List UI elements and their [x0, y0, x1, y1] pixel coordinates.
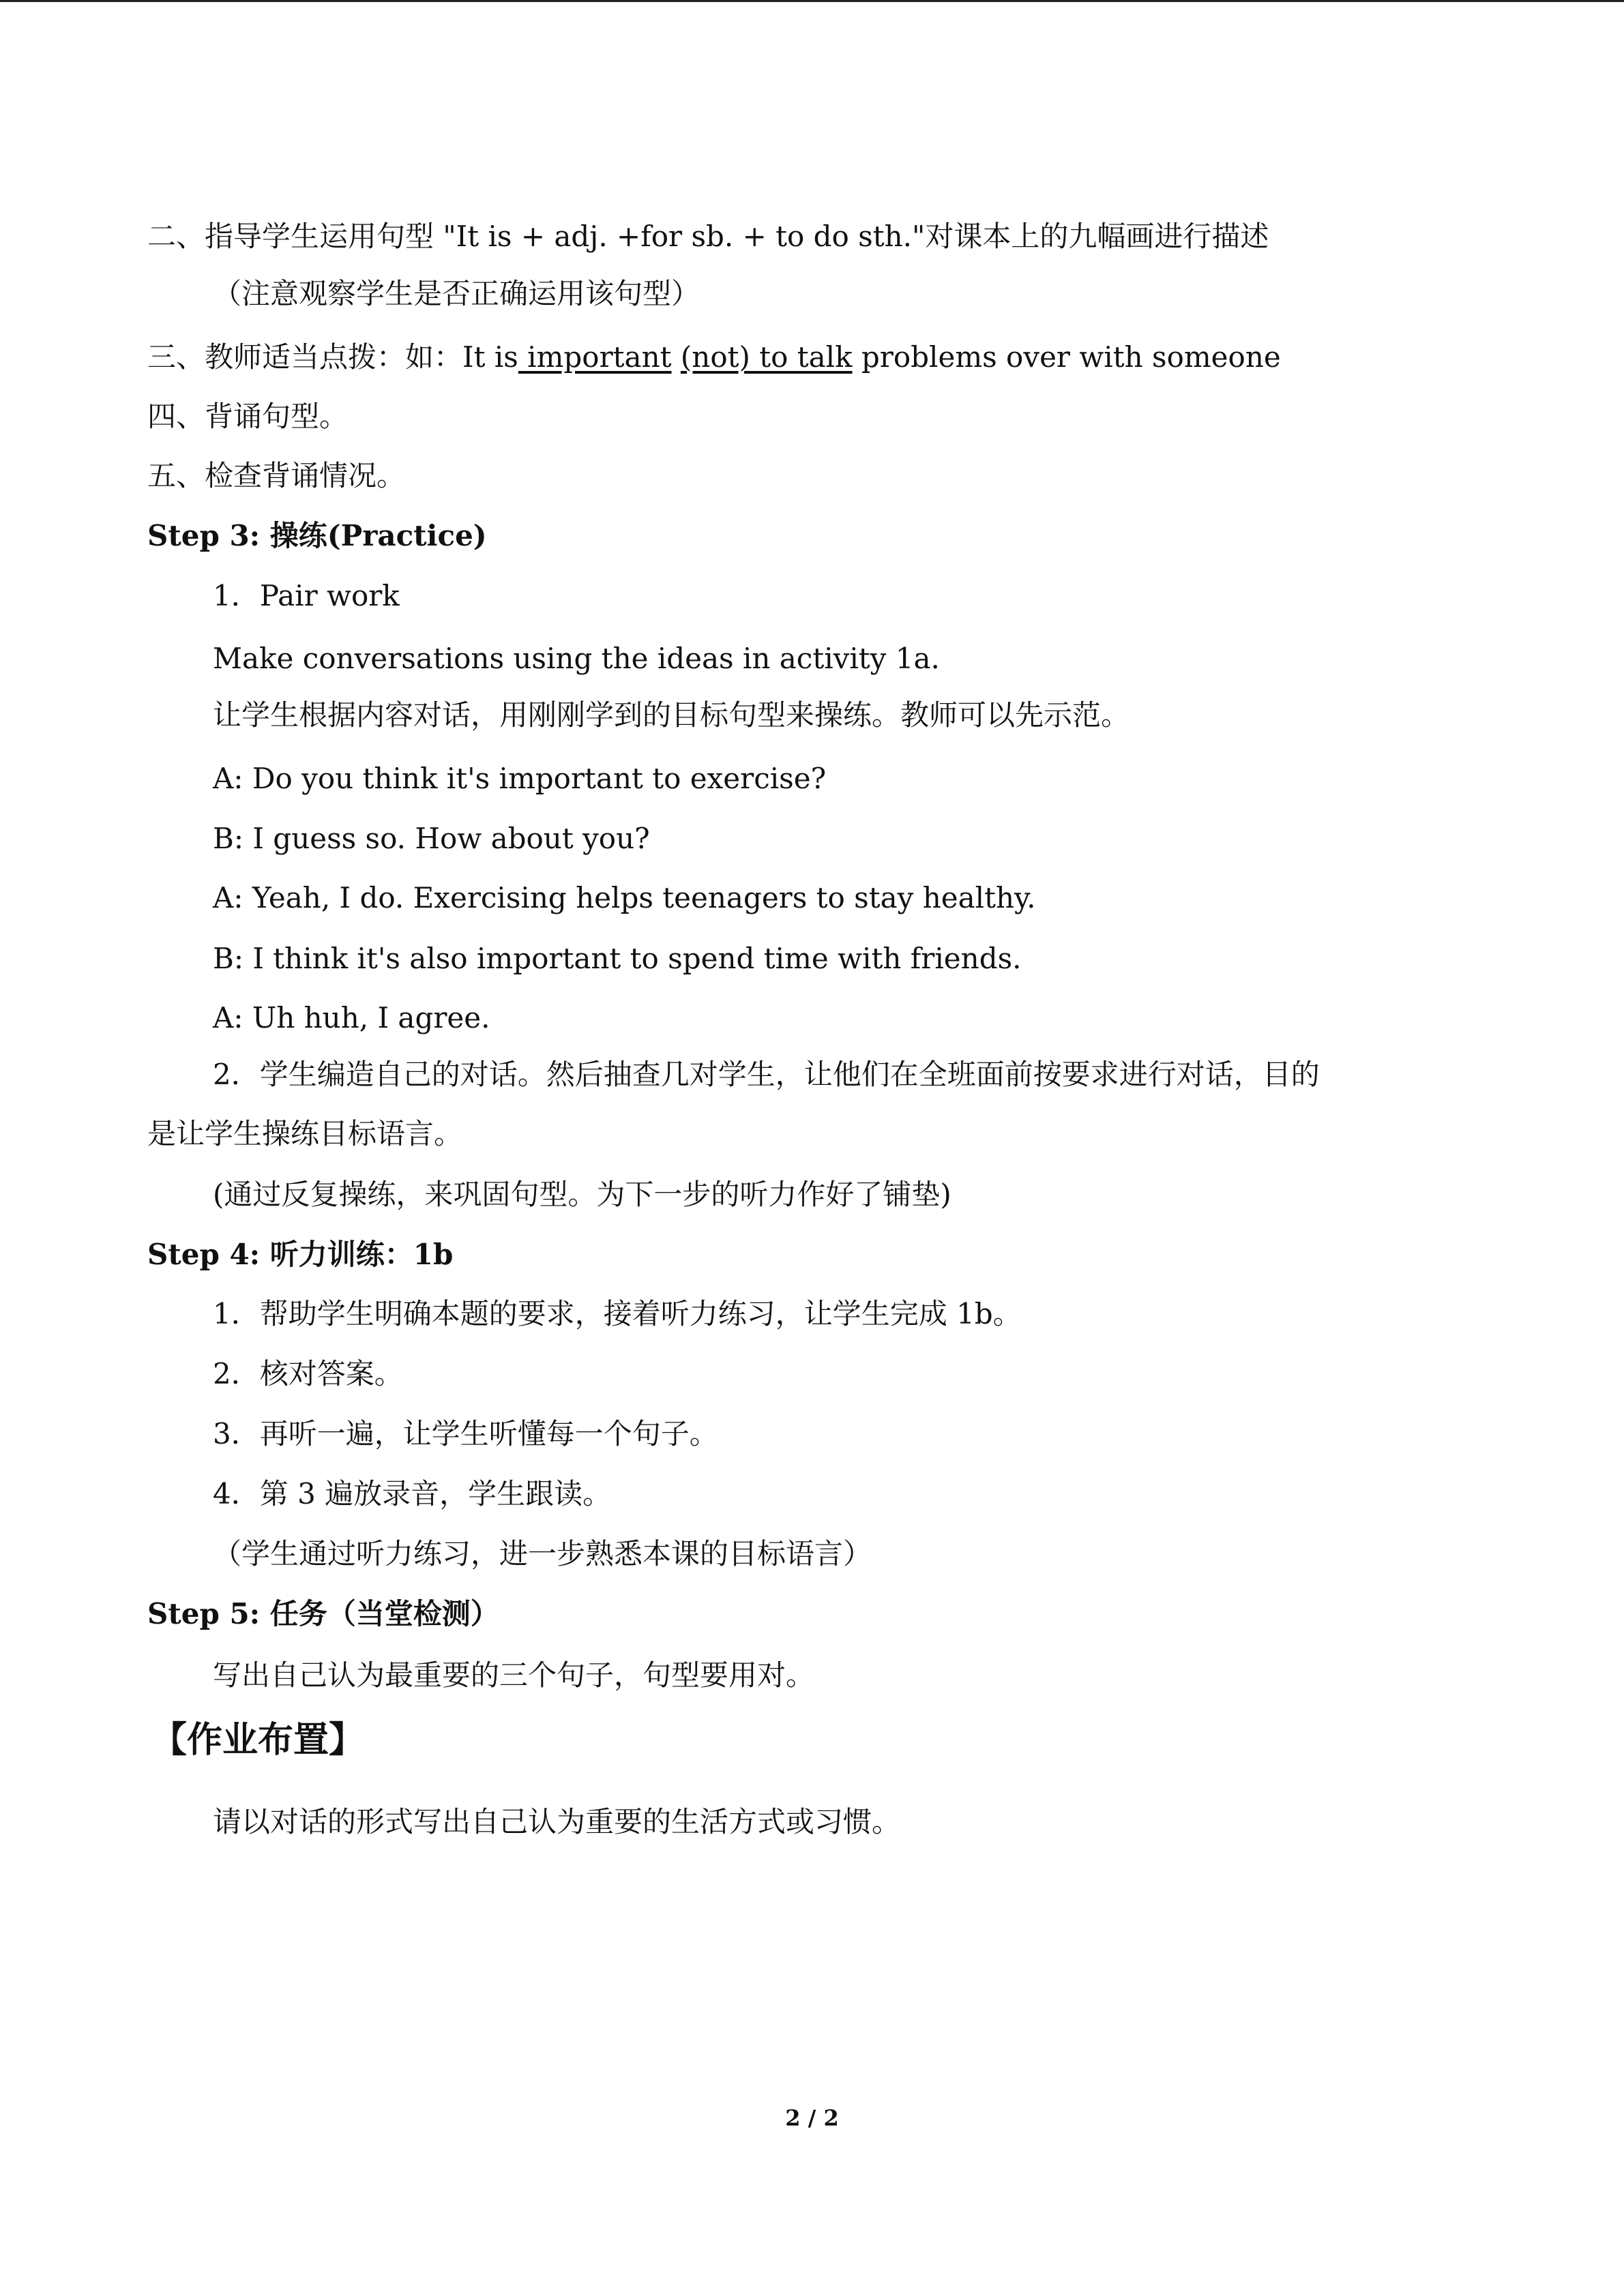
step3-item1: 1．Pair work — [213, 579, 400, 612]
section2-line1: 二、指导学生运用句型 "It is + adj. +for sb. + to do sth."对课本上的九幅画进行描述 — [147, 220, 1269, 253]
section2-line3-space — [672, 340, 681, 374]
step3-instruction-en: Make conversations using the ideas in activity 1a. — [213, 642, 940, 675]
homework-text: 请以对话的形式写出自己认为重要的生活方式或习惯。 — [213, 1805, 901, 1838]
step5-text: 写出自己认为最重要的三个句子，句型要用对。 — [213, 1658, 815, 1692]
dialogue-line: A: Uh huh, I agree. — [213, 1001, 490, 1034]
section2-line3-start: 三、教师适当点拨：如：It is — [147, 340, 518, 374]
dialogue-line: B: I think it's also important to spend time with friends. — [213, 942, 1022, 975]
step3-heading: Step 3: 操练(Practice) — [147, 519, 487, 552]
dialogue-line: A: Do you think it's important to exercise? — [213, 762, 827, 795]
dialogue-line: A: Yeah, I do. Exercising helps teenagers to stay healthy. — [213, 881, 1036, 914]
underlined-not-to-talk: (not) to talk — [680, 340, 853, 374]
section2-line5: 五、检查背诵情况。 — [147, 459, 406, 492]
dialogue-line: B: I guess so. How about you? — [213, 822, 650, 855]
step3-item2-line1: 2．学生编造自己的对话。然后抽查几对学生，让他们在全班面前按要求进行对话，目的 — [213, 1058, 1320, 1091]
top-border — [0, 0, 1624, 2]
section2-line3-end: problems over with someone — [852, 340, 1281, 374]
section2-line4: 四、背诵句型。 — [147, 400, 349, 433]
section2-line3 — [147, 337, 1281, 378]
step4-item: 1．帮助学生明确本题的要求，接着听力练习，让学生完成 1b。 — [213, 1297, 1022, 1330]
step4-item: 2．核对答案。 — [213, 1357, 403, 1390]
underlined-important: important — [518, 340, 672, 374]
section2-line2: （注意观察学生是否正确运用该句型） — [213, 277, 700, 310]
step3-item2-line2: 是让学生操练目标语言。 — [147, 1117, 463, 1150]
step3-note: (通过反复操练，来巩固句型。为下一步的听力作好了铺垫) — [213, 1178, 951, 1211]
homework-heading: 【作业布置】 — [151, 1720, 365, 1761]
step4-item: 3．再听一遍，让学生听懂每一个句子。 — [213, 1417, 718, 1450]
step5-heading: Step 5: 任务（当堂检测） — [147, 1597, 499, 1630]
step4-note: （学生通过听力练习，进一步熟悉本课的目标语言） — [213, 1537, 872, 1570]
step4-heading: Step 4: 听力训练：1b — [147, 1238, 454, 1271]
step4-item: 4．第 3 遍放录音，学生跟读。 — [213, 1477, 612, 1510]
page-number: 2 / 2 — [785, 2105, 839, 2131]
step3-instruction-cn: 让学生根据内容对话，用刚刚学到的目标句型来操练。教师可以先示范。 — [213, 698, 1130, 732]
